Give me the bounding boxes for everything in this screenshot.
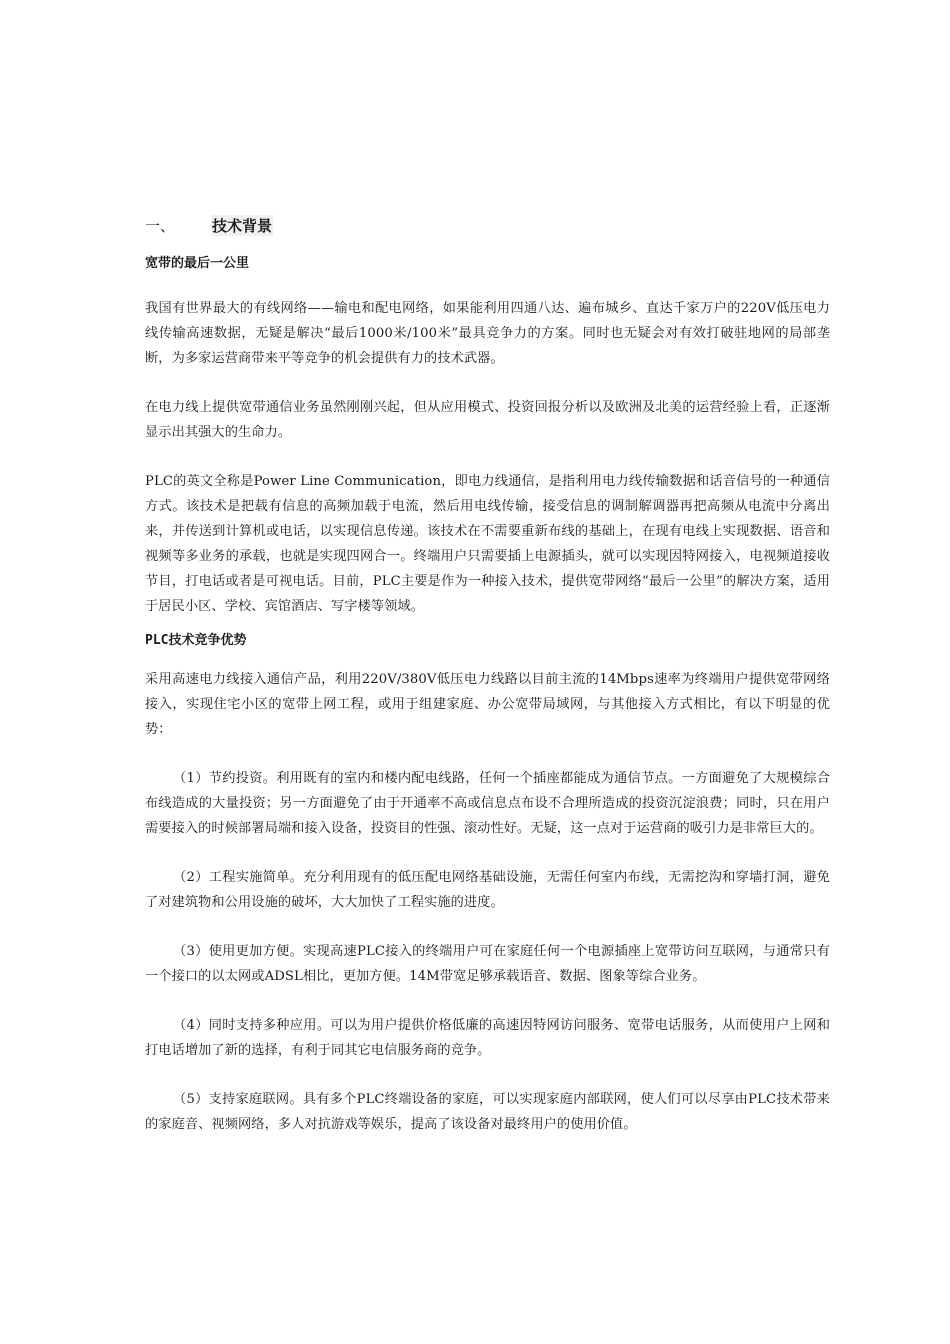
advantage-item-1: （1）节约投资。利用既有的室内和楼内配电线路，任何一个插座都能成为通信节点。一方面避免了大规模综合布线造成的大量投资；另一方面避免了由于开通率不高或信息点布设不合理所造成的投资沉淀浪费；同时，只在用户需要接入的时候部署局端和接入设备，投资目的性强、滚动性好。无疑，这一点对于运营商的吸引力是非常巨大的。	[145, 771, 830, 836]
subheading-plc-advantages: PLC技术竞争优势	[145, 633, 247, 648]
paragraph-business-outlook: 在电力线上提供宽带通信业务虽然刚刚兴起，但从应用模式、投资回报分析以及欧洲及北美的运营经验上看，正逐渐显示出其强大的生命力。	[145, 400, 830, 440]
subheading-last-mile: 宽带的最后一公里	[145, 256, 250, 271]
paragraph-plc-definition: PLC的英文全称是Power Line Communication，即电力线通信，是指利用电力线传输数据和话音信号的一种通信方式。该技术是把载有信息的高频加载于电流，然后用电线传输，接受信息的调制解调器再把高频从电流中分离出来，并传送到计算机或电话，以实现信息传递。该技术在不需要重新布线的基础上，在现有电线上实现数据、语音和视频等多业务的承载，也就是实现四网合一。终端用户只需要插上电源插头，就可以实现因特网接入，电视频道接收节目，打电话或者是可视电话。目前，PLC主要是作为一种接入技术，提供宽带网络“最后一公里”的解决方案，适用于居民小区、学校、宾馆酒店、写字楼等领域。	[145, 474, 830, 614]
document-body	[145, 212, 830, 1137]
paragraph-wired-network: 我国有世界最大的有线网络——输电和配电网络，如果能利用四通八达、遍布城乡、直达千家万户的220V低压电力线传输高速数据，无疑是解决“最后1000米/100米”最具竞争力的方案。同时也无疑会对有效打破驻地网的局部垄断，为多家运营商带来平等竞争的机会提供有力的技术武器。	[145, 301, 830, 366]
advantage-item-4: （4）同时支持多种应用。可以为用户提供价格低廉的高速因特网访问服务、宽带电话服务，从而使用户上网和打电话增加了新的选择，有利于同其它电信服务商的竞争。	[145, 1018, 830, 1058]
section-heading	[145, 212, 830, 238]
section-number: 一、	[145, 216, 176, 235]
paragraph-advantages-intro: 采用高速电力线接入通信产品，利用220V/380V低压电力线路以目前主流的14Mbps速率为终端用户提供宽带网络接入，实现住宅小区的宽带上网工程，或用于组建家庭、办公宽带局域网，与其他接入方式相比，有以下明显的优势：	[145, 672, 830, 737]
section-title: 技术背景	[212, 216, 273, 235]
advantage-item-5: （5）支持家庭联网。具有多个PLC终端设备的家庭，可以实现家庭内部联网，使人们可以尽享由PLC技术带来的家庭音、视频网络，多人对抗游戏等娱乐，提高了该设备对最终用户的使用价值。	[145, 1092, 830, 1132]
advantage-item-2: （2）工程实施简单。充分利用现有的低压配电网络基础设施，无需任何室内布线，无需挖沟和穿墙打洞，避免了对建筑物和公用设施的破坏，大大加快了工程实施的进度。	[145, 870, 830, 910]
advantage-item-3: （3）使用更加方便。实现高速PLC接入的终端用户可在家庭任何一个电源插座上宽带访问互联网，与通常只有一个接口的以太网或ADSL相比，更加方便。14M带宽足够承载语音、数据、图象等综合业务。	[145, 944, 830, 984]
